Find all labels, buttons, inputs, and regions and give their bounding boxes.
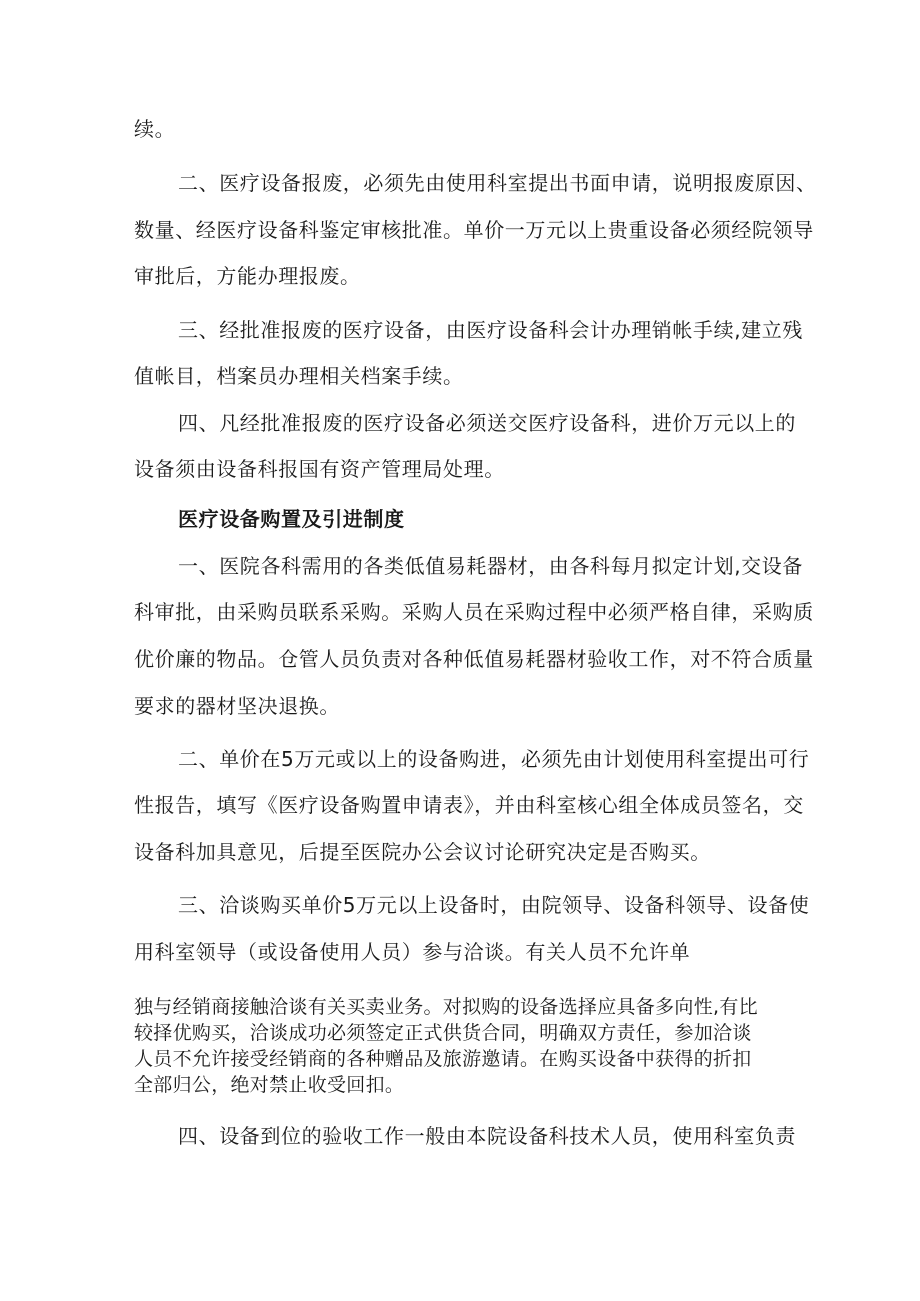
text-line-12: 优价廉的物品。仓管人员负责对各种低值易耗器材验收工作，对不符合质量: [134, 647, 814, 671]
text-line-3: 数量、经医疗设备科鉴定审核批准。单价一万元以上贵重设备必须经院领导: [134, 218, 814, 242]
text-line-7: 四、凡经批准报废的医疗设备必须送交医疗设备科，进价万元以上的: [178, 411, 796, 435]
text-line-22: 全部归公，绝对禁止收受回扣。: [134, 1074, 405, 1096]
text-line-2: 二、医疗设备报废，必须先由使用科室提出书面申请，说明报废原因、: [178, 171, 817, 195]
text-line-10: 一、医院各科需用的各类低值易耗器材，由各科每月拟定计划,交设备: [178, 554, 803, 578]
text-line-1: 续。: [134, 117, 176, 141]
text-line-16: 设备科加具意见，后提至医院办公会议讨论研究决定是否购买。: [134, 840, 711, 864]
text-line-15: 性报告，填写《医疗设备购置申请表》，并由科室核心组全体成员签名，交: [134, 793, 804, 817]
text-line-19: 独与经销商接触洽谈有关买卖业务。对拟购的设备选择应具备多向性,有比: [134, 996, 758, 1018]
text-line-21: 人员不允许接受经销商的各种赠品及旅游邀请。在购买设备中获得的折扣: [134, 1048, 752, 1070]
text-line-20: 较择优购买，洽谈成功必须签定正式供货合同，明确双方责任，参加洽谈: [134, 1022, 752, 1044]
text-line-6: 值帐目，档案员办理相关档案手续。: [134, 364, 464, 388]
text-line-23: 四、设备到位的验收工作一般由本院设备科技术人员，使用科室负责: [178, 1124, 796, 1148]
text-line-8: 设备须由设备科报国有资产管理局处理。: [134, 457, 505, 481]
text-line-5: 三、经批准报废的医疗设备，由医疗设备科会计办理销帐手续,建立残: [178, 318, 803, 342]
text-line-14: 二、单价在5万元或以上的设备购进，必须先由计划使用科室提出可行: [178, 747, 810, 771]
text-line-4: 审批后，方能办理报废。: [134, 264, 361, 288]
text-line-17: 三、洽谈购买单价5万元以上设备时，由院领导、设备科领导、设备使: [178, 893, 810, 917]
text-line-13: 要求的器材坚决退换。: [134, 694, 340, 718]
text-line-11: 科审批，由采购员联系采购。采购人员在采购过程中必须严格自律，采购质: [134, 600, 814, 624]
text-line-18: 用科室领导（或设备使用人员）参与洽谈。有关人员不允许单: [134, 940, 691, 964]
section-heading: 医疗设备购置及引进制度: [178, 507, 405, 531]
